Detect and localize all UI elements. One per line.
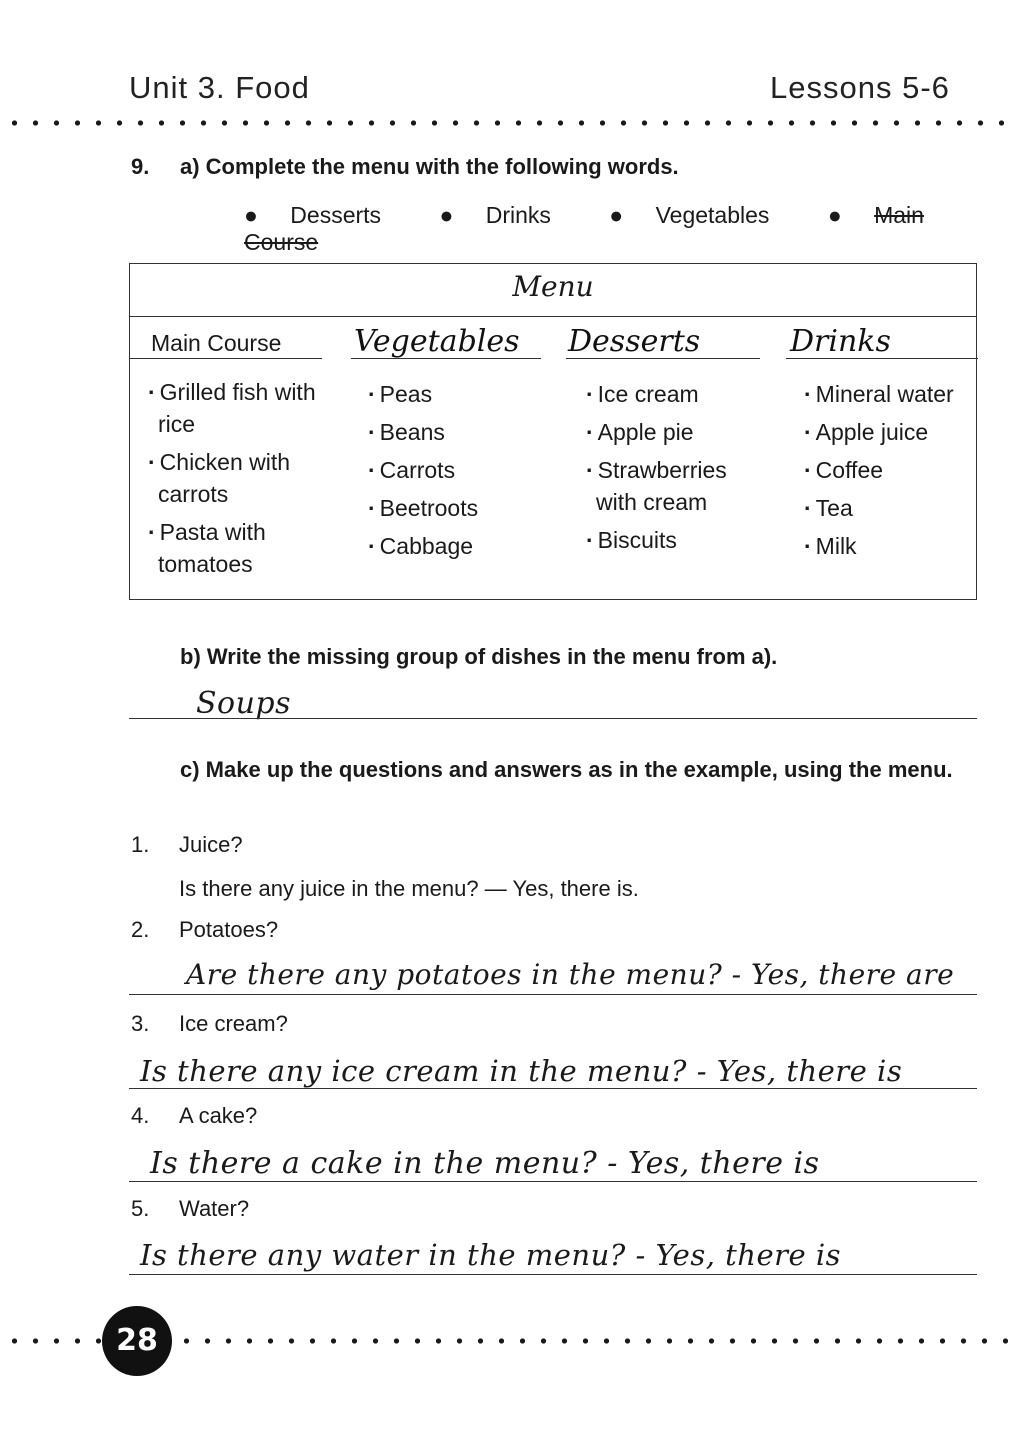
question-number: 5.: [131, 1196, 150, 1221]
desserts-list: [582, 378, 772, 562]
part-c-instruction: c) Make up the questions and answers as in the example, using the menu.: [180, 757, 953, 782]
example-answer: Is there any juice in the menu? — Yes, there is.: [179, 876, 639, 901]
list-item: · Beetroots: [364, 492, 544, 524]
page-number-badge: 28: [102, 1306, 172, 1376]
question-number: 2.: [131, 917, 150, 942]
list-item: · Ice cream: [582, 378, 772, 410]
answer-line: [129, 1181, 977, 1182]
part-a-instruction: a) Complete the menu with the following words.: [180, 154, 679, 179]
list-item: · Coffee: [800, 454, 976, 486]
written-answer: Is there a cake in the menu? - Yes, there is: [150, 1146, 820, 1181]
column-heading-main-course: Main Course: [151, 330, 282, 356]
list-item: · Pasta with tomatoes: [144, 516, 334, 580]
lessons-title: Lessons 5-6: [770, 70, 950, 105]
question-prompt: Water?: [179, 1196, 250, 1221]
list-item: · Biscuits: [582, 524, 772, 556]
question-number: 4.: [131, 1103, 150, 1128]
question-prompt: Ice cream?: [179, 1011, 288, 1036]
list-item: · Cabbage: [364, 530, 544, 562]
menu-table: [129, 263, 977, 600]
answer-line: [129, 1088, 977, 1089]
main-course-list: [144, 376, 334, 586]
written-answer: Is there any ice cream in the menu? - Yes, there is: [140, 1054, 903, 1088]
question-prompt: Potatoes?: [179, 917, 279, 942]
written-answer: Is there any water in the menu? - Yes, there is: [140, 1238, 842, 1272]
list-item: · Chicken with carrots: [144, 446, 334, 510]
answer-line: [129, 718, 977, 719]
part-b-answer: Soups: [196, 686, 292, 721]
header-divider: [4, 120, 1020, 126]
list-item: · Apple pie: [582, 416, 772, 448]
unit-title: Unit 3. Food: [129, 70, 310, 105]
written-answer: Are there any potatoes in the menu? - Yes, there are: [186, 958, 955, 991]
word-drinks: ● Drinks: [439, 202, 551, 228]
question-prompt: A cake?: [179, 1103, 258, 1128]
list-item: · Mineral water: [800, 378, 976, 410]
column-heading-drinks: Drinks: [790, 324, 891, 359]
column-line: [566, 358, 760, 359]
word-vegetables: ● Vegetables: [609, 202, 770, 228]
answer-line: [129, 994, 977, 995]
column-line: [351, 358, 541, 359]
question-prompt: Juice?: [179, 832, 243, 857]
question-number: 1.: [131, 832, 150, 857]
list-item: · Beans: [364, 416, 544, 448]
column-line: [786, 358, 978, 359]
footer-divider-left: [4, 1338, 102, 1344]
list-item: · Strawberries with cream: [582, 454, 772, 518]
exercise-number: 9.: [131, 154, 150, 179]
menu-title-divider: [130, 316, 976, 317]
question-number: 3.: [131, 1011, 150, 1036]
list-item: · Carrots: [364, 454, 544, 486]
answer-line: [129, 1274, 977, 1275]
menu-title: Menu: [512, 270, 594, 303]
list-item: · Apple juice: [800, 416, 976, 448]
word-desserts: ● Desserts: [244, 202, 382, 228]
footer-divider-right: [176, 1338, 1020, 1344]
word-main-course: ● Main Course: [244, 202, 924, 255]
list-item: · Grilled fish with rice: [144, 376, 334, 440]
part-b-instruction: b) Write the missing group of dishes in the menu from a).: [180, 644, 778, 669]
column-heading-vegetables: Vegetables: [354, 324, 520, 359]
drinks-list: [800, 378, 976, 568]
word-bank: [244, 202, 1024, 256]
column-line: [130, 358, 322, 359]
vegetables-list: [364, 378, 544, 568]
list-item: · Peas: [364, 378, 544, 410]
column-heading-desserts: Desserts: [568, 324, 701, 359]
list-item: · Tea: [800, 492, 976, 524]
list-item: · Milk: [800, 530, 976, 562]
